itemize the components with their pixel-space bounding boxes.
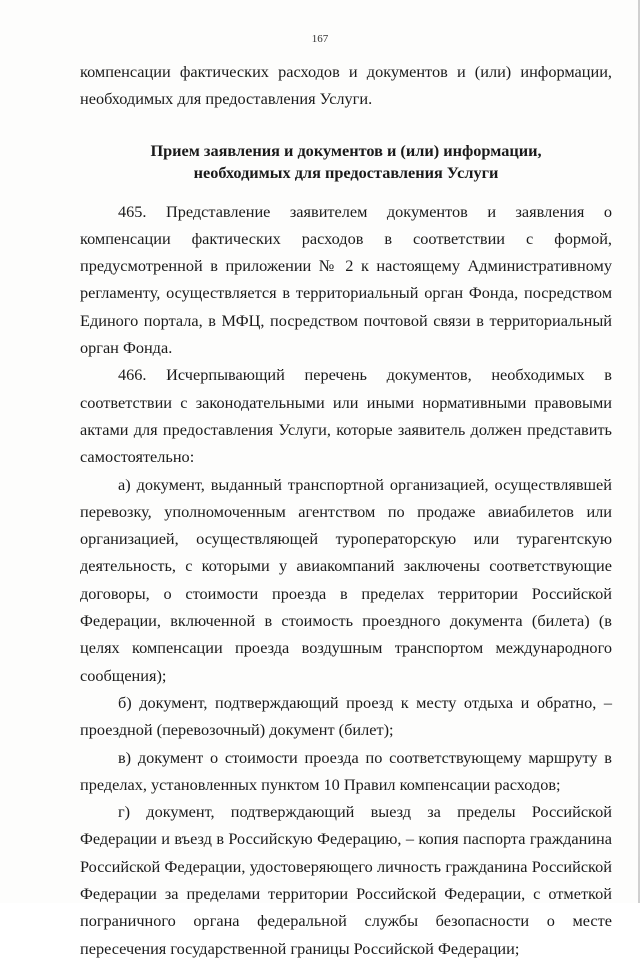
section-heading	[80, 140, 612, 184]
paragraph-466: 466. Исчерпывающий перечень документов, необходимых в соответствии с законодательными или иными нормативными правовыми актами для предоставления Услуги, которые заявитель должен представить самостоятельно:	[80, 365, 612, 467]
lead-paragraph: компенсации фактических расходов и документов и (или) информации, необходимых для предоставления Услуги.	[80, 62, 612, 109]
paragraph-465: 465. Представление заявителем документов и заявления о компенсации фактических расходов в соответствии с формой, предусмотренной в приложении № 2 к настоящему Административному регламенту, осуществляется в территориальный орган Фонда, посредством Единого портала, в МФЦ, посредством почтовой связи в территориальный орган Фонда.	[80, 201, 612, 358]
page-number: 167	[311, 33, 329, 45]
list-item-a: а) документ, выданный транспортной организацией, осуществлявшей перевозку, уполномоченным агентством по продаже авиабилетов или организацией, осуществляющей туроператорскую или турагентскую деятельность, с которыми у авиакомпаний заключены соответствующие договоры, о стоимости проезда в пределах территории Российской Федерации, включенной в стоимость проездного документа (билета) (в целях компенсации проезда воздушным транспортом международного сообщения);	[80, 474, 612, 685]
document-body	[80, 58, 612, 962]
list-item-g: г) документ, подтверждающий выезд за пределы Российской Федерации и въезд в Российскую Федерацию, – копия паспорта гражданина Российской Федерации, удостоверяющего личность гражданина Российской Федерации за пределами территории Российской Федерации, с отметкой пограничного органа федеральной службы безопасности о месте пересечения государственной границы Российской Федерации;	[80, 802, 612, 958]
list-item-v: в) документ о стоимости проезда по соответствующему маршруту в пределах, установленных пунктом 10 Правил компенсации расходов;	[80, 747, 612, 794]
section-heading-line-1: Прием заявления и документов и (или) информации,	[150, 140, 542, 160]
list-item-b: б) документ, подтверждающий проезд к месту отдыха и обратно, – проездной (перевозочный) документ (билет);	[80, 692, 612, 740]
section-heading-line-2: необходимых для предоставления Услуги	[193, 162, 499, 182]
